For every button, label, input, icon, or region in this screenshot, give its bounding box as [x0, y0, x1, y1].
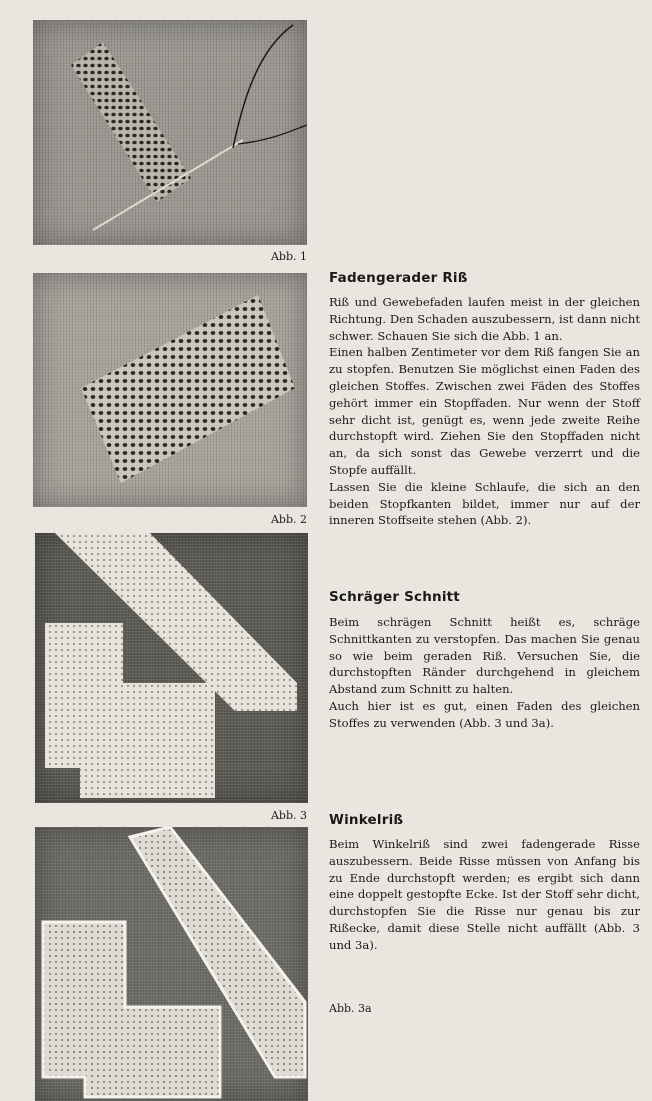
- figure-3a-caption: Abb. 3a: [329, 1002, 372, 1015]
- section-2-paragraph-1: Beim schrägen Schnitt heißt es, schräge Schnittkanten zu verstopfen. Das machen Sie genau so wie beim geraden Riß. Versuchen Sie, die durchstopften Ränder durchgehend in gleichem Abstand zum Schnitt zu halten.: [329, 615, 640, 697]
- section-2-title: Schräger Schnitt: [329, 589, 460, 605]
- figure-3a-photo: [35, 827, 308, 1101]
- figure-1-illustration: [33, 20, 307, 245]
- section-1-body: [329, 294, 640, 529]
- section-1-paragraph-3: Lassen Sie die kleine Schlaufe, die sich an den beiden Stopfkanten bildet, immer nur auf der inneren Stoffseite stehen (Abb. 2).: [329, 479, 640, 528]
- section-2-body: [329, 614, 640, 732]
- section-1-paragraph-2: Einen halben Zentimeter vor dem Riß fangen Sie an zu stopfen. Benutzen Sie möglichst einen Faden des gleichen Stoffes. Zwischen zwei Fäden des Stoffes gehört immer ein Stopffaden. Nur wenn der Stoff sehr dicht ist, genügt es, wenn jede zweite Reihe durchstopft wird. Ziehen Sie den Stopffaden nicht an, da sich sonst das Gewebe verzerrt und die Stopfe auffällt.: [329, 345, 640, 477]
- section-3-paragraph-1: Beim Winkelriß sind zwei fadengerade Risse auszubessern. Beide Risse müssen von Anfang bis zu Ende durchstopft werden; es ergibt sich dann eine doppelt gestopfte Ecke. Ist der Stoff sehr dicht, durchstopfen Sie die Risse nur genau bis zur Rißecke, damit diese Stelle nicht auffällt (Abb. 3 und 3a).: [329, 837, 640, 952]
- figure-2-illustration: [33, 273, 307, 507]
- figure-2-caption: Abb. 2: [270, 513, 307, 526]
- figure-1-caption: Abb. 1: [270, 250, 307, 263]
- figure-3-caption: Abb. 3: [270, 809, 307, 822]
- figure-3-illustration: [35, 533, 308, 803]
- figure-3a-illustration: [35, 827, 308, 1101]
- section-1-paragraph-1: Riß und Gewebefaden laufen meist in der gleichen Richtung. Den Schaden auszubessern, ist dann nicht schwer. Schauen Sie sich die Abb. 1 an.: [329, 295, 640, 343]
- section-2-paragraph-2: Auch hier ist es gut, einen Faden des gleichen Stoffes zu verwenden (Abb. 3 und 3a).: [329, 698, 640, 730]
- section-3-body: [329, 836, 640, 954]
- section-3-title: Winkelriß: [329, 812, 404, 828]
- figure-2-photo: [33, 273, 307, 507]
- section-1-title: Fadengerader Riß: [329, 270, 468, 286]
- figure-1-photo: [33, 20, 307, 245]
- figure-3-photo: [35, 533, 308, 803]
